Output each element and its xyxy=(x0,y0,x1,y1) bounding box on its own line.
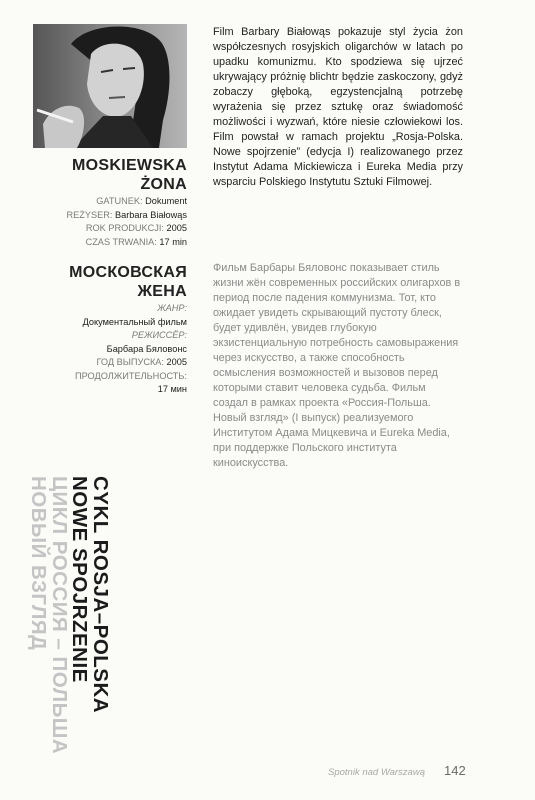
portrait-photo-icon xyxy=(33,24,187,148)
film-title-polish xyxy=(20,156,187,194)
cycle-vertical-heading xyxy=(28,476,110,776)
film-title-russian-line1: МОСКОВСКАЯ xyxy=(69,264,187,281)
meta-value-genre-ru: Документальный фильм xyxy=(82,316,187,327)
film-title-polish-line2: ŻONA xyxy=(140,176,187,193)
meta-value-duration-ru: 17 мин xyxy=(157,384,187,394)
description-russian: Фильм Барбары Бяловонс показывает стиль жизни жён современных российских олигархов в период после падения коммунизма. Тот, кто ожидает увидеть скрывающий пустоту блеск, будет удивлён, увидев глубокую экзистенциальную потребность самовыражения через искусство, а также способность осмысления возможностей и вызовов перед которыми ставит человека судьба. Фильм создал в рамках проекта «Россия-Польша. Новый взгляд» (I выпуск) реализуемого Институтом Адама Мицкевича и Eureka Media, при поддержке Польского института киноискусства. xyxy=(213,262,461,469)
meta-value-director-ru: Барбара Бяловонс xyxy=(106,343,187,354)
film-title-russian xyxy=(20,263,187,301)
footer-brand: Spotnik nad Warszawą xyxy=(328,767,425,778)
page-number: 142 xyxy=(444,763,466,778)
film-metadata-polish xyxy=(20,195,187,249)
cycle-pl-line1: CYKL ROSJA–POLSKA xyxy=(89,476,112,714)
meta-row-duration: CZAS TRWANIA: 17 min xyxy=(85,236,187,247)
film-title-russian-line2: ЖЕНА xyxy=(137,283,187,300)
meta-row-director: REŻYSER: Barbara Białowąs xyxy=(66,209,187,220)
cycle-ru-line1: ЦИКЛ РОССИЯ – ПОЛЬША xyxy=(48,476,71,755)
cycle-ru-line2: НОВЫЙ ВЗГЛЯД xyxy=(27,476,51,651)
meta-row-genre: GATUNEK: Dokument xyxy=(96,196,187,206)
meta-label-genre-ru: ЖАНР: xyxy=(157,303,187,313)
meta-label-duration-ru: ПРОДОЛЖИТЕЛЬНОСТЬ: xyxy=(75,370,187,381)
description-polish: Film Barbary Białowąs pokazuje styl życia żon współczesnych rosyjskich oligarchów w latach po upadku komunizmu. Kto spodziewa się ujrzeć ukrywający próżnię blichtr będzie zaskoczony, gdyż zobaczy głęboką, egzystencjalną potrzebę wyrażenia się przez sztukę oraz świadomość możliwości i wyzwań, które niesie człowiekowi los. Film powstał w ramach projektu „Rosja-Polska. Nowe spojrzenie” (edycja I) realizowanego przez Instytut Adama Mickiewicza i Eureka Media przy wsparciu Polskiego Instytutu Sztuki Filmowej. xyxy=(213,26,463,188)
film-still-photo xyxy=(33,24,187,148)
cycle-pl-line2: NOWE SPOJRZENIE xyxy=(68,476,92,683)
film-metadata-russian xyxy=(20,302,187,397)
film-title-polish-line1: MOSKIEWSKA xyxy=(72,157,187,174)
meta-row-year-ru: ГОД ВЫПУСКА: 2005 xyxy=(96,357,187,367)
meta-row-year: ROK PRODUKCJI: 2005 xyxy=(85,223,187,233)
meta-label-director-ru: РЕЖИССЁР: xyxy=(131,330,187,340)
